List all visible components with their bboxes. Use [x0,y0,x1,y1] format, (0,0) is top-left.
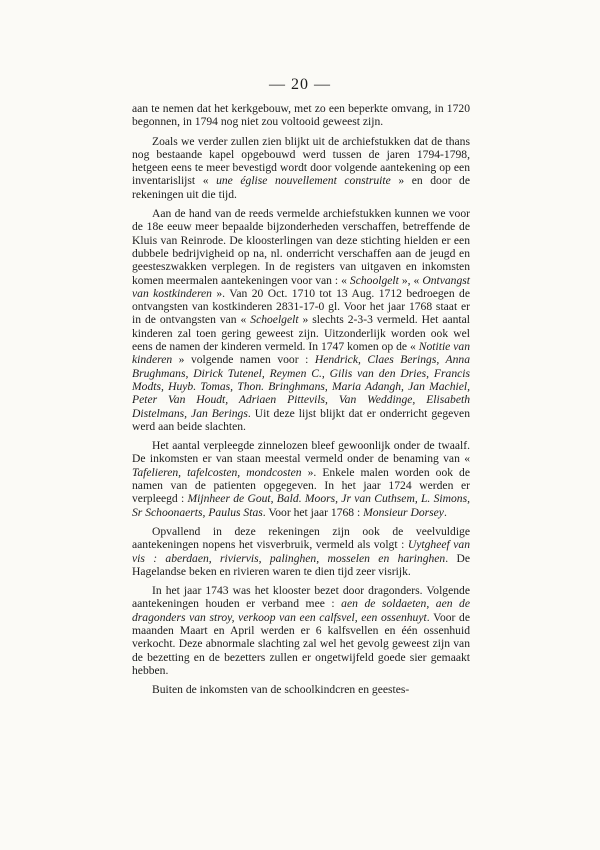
text-run: », « [398,273,423,287]
paragraph-6 [132,584,470,677]
text-run: . Uit deze lijst blijkt dat er onderricht gegeven werd aan beide slachten. [132,406,470,433]
italic-text: Uytgheef van vis : aberdaen, riviervis, palinghen, mosselen en haringhen [132,538,470,565]
italic-text: Notitie van kinderen [132,340,470,367]
paragraph-7 [132,683,470,696]
italic-text: une église nouvellement construite [216,174,391,188]
text-run: Buiten de inkomsten van de schoolkindcren en geestes- [152,683,410,697]
text-run: ». Enkele malen worden ook de namen van de patienten opgegeven. In het jaar 1724 werden er verpleegd : [132,465,470,506]
text-run: . De Hagelandse beken en rivieren waren te dien tijd zeer visrijk. [132,551,470,578]
text-run: » en door de rekeningen uit die tijd. [132,174,471,201]
paragraph-4 [132,439,470,519]
paragraph-5 [132,525,470,578]
text-run: In het jaar 1743 was het klooster bezet door dragonders. Volgende aantekeningen houden er verband mee : [132,584,470,611]
body-text [132,102,470,702]
text-run: . Voor de maanden Maart en April werden er 6 kalfsvellen en één ossenhuid verkocht. Deze abnormale slachting zal wel het gevolg geweest zijn van de bezetting en de bezetters zullen er ongetwijfeld goede sier gemaakt hebben. [132,610,471,677]
text-run: ». Van 20 Oct. 1710 tot 13 Aug. 1712 bedroegen de ontvangsten van kostkinderen 2831-17-0 gl. Voor het jaar 1768 staat er in de ontvangsten van « [132,286,470,327]
italic-text: Mijnheer de Gout, Bald. Moors, Jr van Cuthsem, L. Simons, Sr Schoonaerts, Paulus Stas [132,492,470,519]
text-run: » volgende namen voor : [172,353,315,367]
paragraph-3 [132,207,470,433]
italic-text: Ontvangst van kostkinderen [132,273,470,300]
text-run: Opvallend in deze rekeningen zijn ook de veelvuldige aantekeningen nopens het visverbruik, vermeld als volgt : [132,524,470,552]
italic-text: Hendrick, Claes Berings, Anna Brughmans, Dirick Tutenel, Reymen C., Gilis van den Dries, Francis Modts, Huyb. Tomas, Thon. Bringhmans, Maria Adangh, Jan Machiel, Peter Van Houdt, Adriaen Pittevils, Van Weddinge, Elisabeth Distelmans, Jan Berings [132,353,471,420]
text-run: Het aantal verpleegde zinnelozen bleef gewoonlijk onder de twaalf. De inkomsten er van staan meestal vermeld onder de benaming van « [132,439,470,466]
italic-text: Monsieur Dorsey [363,505,444,519]
italic-text: aen de soldaeten, aen de dragonders van stroy, verkoop van een calfsvel, een ossenhuyt [132,597,470,624]
text-run: Aan de hand van de reeds vermelde archiefstukken kunnen we voor de 18e eeuw meer bepaalde bijzonderheden verschaffen, betreffende de Kluis van Reinrode. De kloosterlingen van deze stichting hielden er een dubbele bedrijvigheid op na, nl. onderricht verschaffen aan de jeugd en geesteszwakken verplegen. In de registers van uitgaven en inkomsten komen meermalen aantekeningen voor van : « [132,207,470,287]
text-run: . [443,505,447,519]
text-run: aan te nemen dat het kerkgebouw, met zo een beperkte omvang, in 1720 begonnen, in 1794 nog niet zou voltooid geweest zijn. [132,102,470,129]
italic-text: Schoelgelt [250,313,299,327]
text-run: . Voor het jaar 1768 : [262,505,364,519]
paragraph-2 [132,135,470,201]
text-run: Zoals we verder zullen zien blijkt uit de archiefstukken dat de thans nog bestaande kapel opgebouwd werd tussen de jaren 1794-1798, hetgeen eens te meer bevestigd wordt door volgende aantekening op een inventarislijst « [132,134,470,188]
italic-text: Schoolgelt [349,273,399,287]
paragraph-1 [132,102,470,129]
italic-text: Tafelieren, tafelcosten, mondcosten [132,465,302,479]
text-run: » slechts 2-3-3 vermeld. Het aantal kinderen zal toen gering geweest zijn. Uitzonderlijk worden ook wel eens de namen der kinderen vermeld. In 1747 komen op de « [132,313,470,354]
page-number: — 20 — [269,76,331,93]
